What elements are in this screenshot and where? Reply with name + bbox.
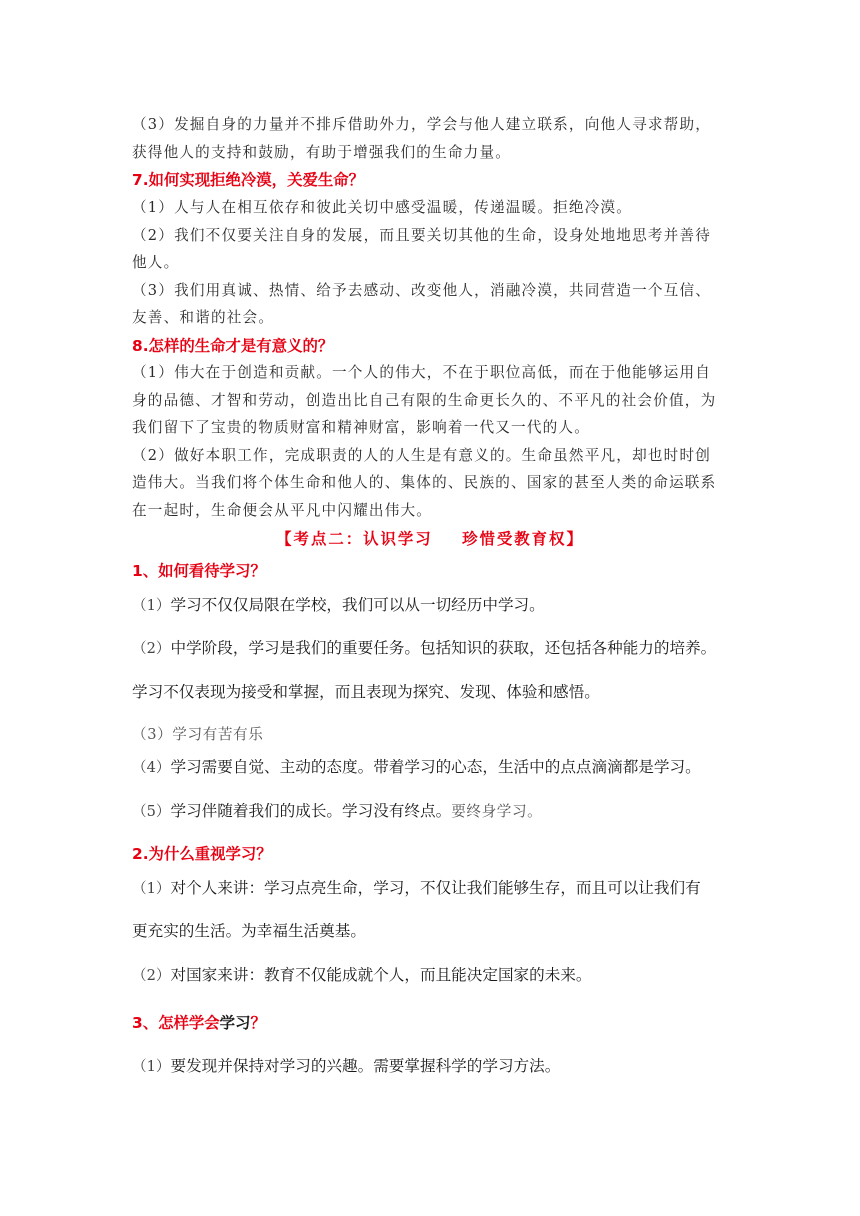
section-title: 【考点二：认识学习 珍惜受教育权】 (276, 530, 584, 548)
paragraph-line: （2）我们不仅要关注自身的发展，而且要关切其他的生命，设身处地地思考并善待 (132, 227, 712, 244)
list-item (132, 876, 701, 898)
item-number: （1） (132, 597, 171, 614)
item-text-tail: 要终身学习。 (451, 803, 543, 820)
item-number: （1） (132, 880, 171, 897)
heading-text: 3、怎样学会 (132, 1014, 220, 1032)
paragraph-line: 友善、和谐的社会。 (132, 309, 275, 326)
question-heading: 1、如何看待学习？ (132, 562, 266, 580)
list-item (132, 1054, 560, 1076)
list-item (132, 636, 716, 658)
item-number: （2） (132, 640, 171, 657)
item-text: 中学阶段，学习是我们的重要任务。包括知识的获取，还包括各种能力的培养。 (170, 639, 717, 657)
paragraph-line: 更充实的生活。为幸福生活奠基。 (132, 922, 366, 940)
item-text: 学习需要自觉、主动的态度。带着学习的心态，生活中的点点滴滴都是学习。 (170, 758, 701, 776)
paragraph-line: 造伟大。当我们将个体生命和他人的、集体的、民族的、国家的甚至人类的命运联系 (132, 474, 717, 491)
list-item (132, 963, 592, 985)
item-number: （5） (132, 803, 171, 820)
item-text: 学习不仅仅局限在学校，我们可以从一切经历中学习。 (170, 596, 545, 614)
item-text: 对个人来讲：学习点亮生命，学习，不仅让我们能够生存，而且可以让我们有 (170, 879, 701, 897)
item-text: 对国家来讲：教育不仅能成就个人，而且能决定国家的未来。 (170, 966, 592, 984)
paragraph-line: （1）伟大在于创造和贡献。一个人的伟大，不在于职位高低，而在于他能够运用自 (132, 364, 712, 381)
paragraph-line: （2）做好本职工作，完成职责的人的人生是有意义的。生命虽然平凡，却也时时创 (132, 447, 712, 464)
list-item (132, 755, 701, 777)
item-number: （4） (132, 759, 171, 776)
item-number: （2） (132, 967, 171, 984)
paragraph-line: 获得他人的支持和鼓励，有助于增强我们的生命力量。 (132, 144, 512, 161)
paragraph-line: （3）发掘自身的力量并不排斥借助外力，学会与他人建立联系，向他人寻求帮助， (132, 116, 712, 133)
question-heading (132, 1011, 266, 1033)
paragraph-line: 在一起时，生命便会从平凡中闪耀出伟大。 (132, 502, 433, 519)
heading-text: 学习 (219, 1014, 251, 1032)
item-number: （1） (132, 1058, 171, 1075)
item-text: 学习伴随着我们的成长。学习没有终点。 (170, 802, 452, 820)
question-heading: 7.如何实现拒绝冷漠，关爱生命？ (132, 171, 365, 189)
question-heading: 8.怎样的生命才是有意义的？ (132, 337, 334, 355)
paragraph-line: 学习不仅表现为接受和掌握，而且表现为探究、发现、体验和感悟。 (132, 683, 600, 701)
list-item: （3）学习有苦有乐 (132, 726, 264, 743)
paragraph-line: （3）我们用真诚、热情、给予去感动、改变他人，消融冷漠，共同营造一个互信、 (132, 282, 712, 299)
list-item (132, 593, 545, 615)
paragraph-line: 我们留下了宝贵的物质财富和精神财富，影响着一代又一代的人。 (132, 419, 591, 436)
paragraph-line: 他人。 (132, 254, 180, 271)
paragraph-line: 身的品德、才智和劳动，创造出比自己有限的生命更长久的、不平凡的社会价值，为 (132, 392, 717, 409)
paragraph-line: （1）人与人在相互依存和彼此关切中感受温暖，传递温暖。拒绝冷漠。 (132, 199, 633, 216)
list-item (132, 799, 542, 821)
question-heading: 2.为什么重视学习？ (132, 845, 272, 863)
heading-text: ？ (250, 1014, 266, 1032)
item-text: 要发现并保持对学习的兴趣。需要掌握科学的学习方法。 (170, 1057, 561, 1075)
